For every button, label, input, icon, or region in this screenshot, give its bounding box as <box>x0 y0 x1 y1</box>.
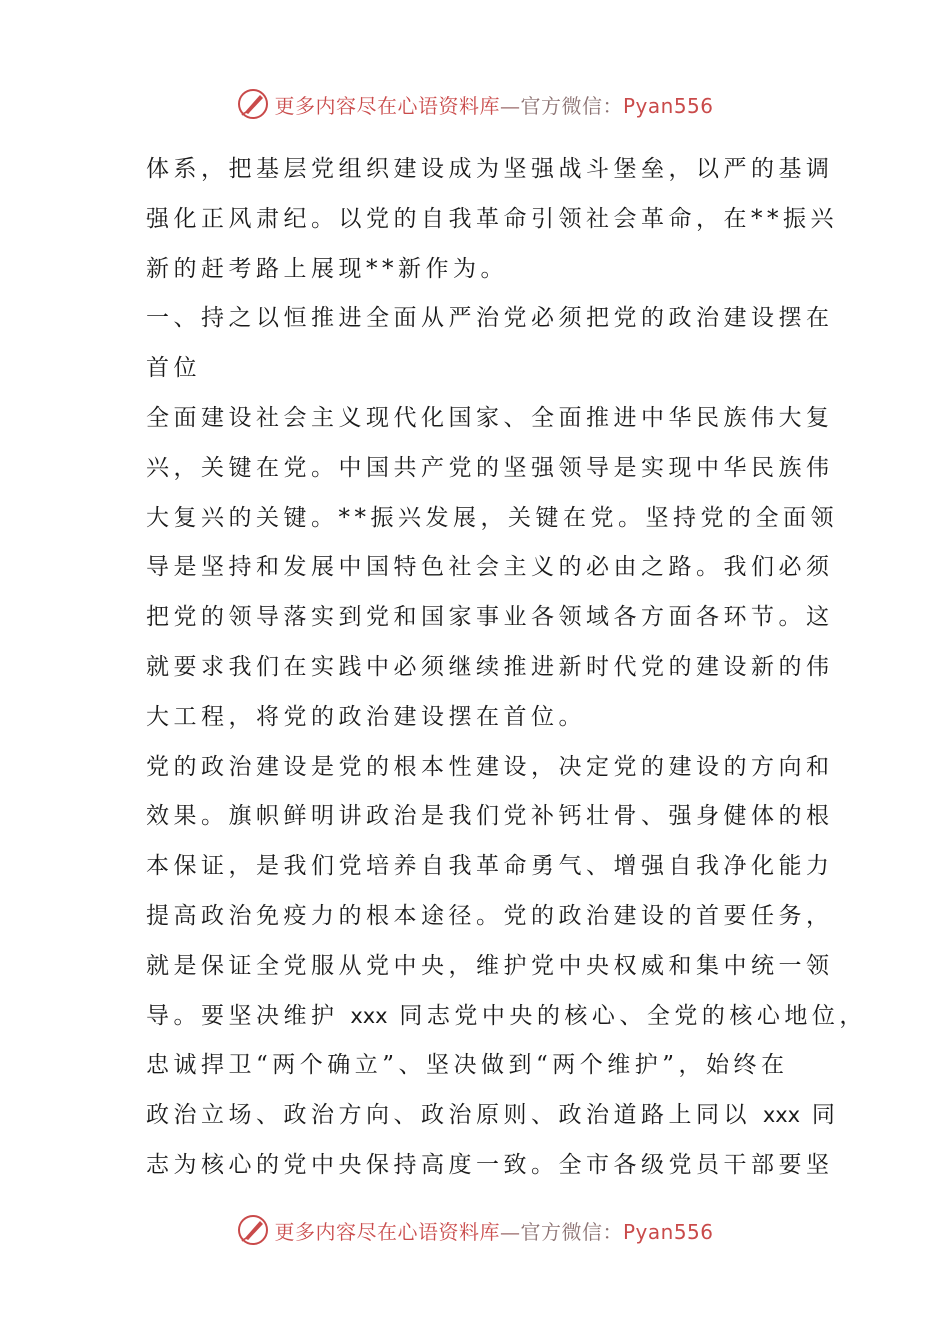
text-segment: 同 <box>800 1102 840 1129</box>
text-line: 就是保证全党服从党中央，维护党中央权威和集中统一领 <box>146 952 834 979</box>
watermark-wechat-id: Pyan556 <box>622 1219 714 1244</box>
text-line: 效果。旗帜鲜明讲政治是我们党补钙壮骨、强身健体的根 <box>146 803 834 830</box>
text-line: 一、持之以恒推进全面从严治党必须把党的政治建设摆在 <box>146 305 834 332</box>
text-line: 大工程，将党的政治建设摆在首位。 <box>146 703 586 730</box>
text-line: 提高政治免疫力的根本途径。党的政治建设的首要任务， <box>146 902 834 929</box>
watermark-wechat-label: 官方微信： <box>520 93 623 118</box>
watermark-wechat-id: Pyan556 <box>622 93 714 118</box>
text-line: 就要求我们在实践中必须继续推进新时代党的建设新的伟 <box>146 653 834 680</box>
text-line: 导是坚持和发展中国特色社会主义的必由之路。我们必须 <box>146 554 834 581</box>
text-line: 强化正风肃纪。以党的自我革命引领社会革命，在**振兴 <box>146 205 838 232</box>
watermark-wechat-label: 官方微信： <box>520 1219 623 1244</box>
text-line <box>146 1091 840 1141</box>
text-line: 党的政治建设是党的根本性建设，决定党的建设的方向和 <box>146 753 834 780</box>
text-line: 忠诚捍卫“两个确立”、坚决做到“两个维护”，始终在 <box>146 1052 789 1079</box>
text-line: 新的赶考路上展现**新作为。 <box>146 255 508 282</box>
watermark-main: 更多内容尽在心语资料库 <box>274 1219 500 1244</box>
placeholder-name: xxx <box>350 1003 388 1028</box>
text-segment: 同志党中央的核心、全党的核心地位， <box>387 1002 867 1029</box>
watermark-dash: — <box>499 93 521 118</box>
text-line: 首位 <box>146 355 201 382</box>
watermark-main: 更多内容尽在心语资料库 <box>274 93 500 118</box>
watermark-dash: — <box>499 1219 521 1244</box>
text-line: 把党的领导落实到党和国家事业各领域各方面各环节。这 <box>146 604 834 631</box>
quill-logo-icon <box>236 1213 270 1247</box>
text-segment: 政治立场、政治方向、政治原则、政治道路上同以 <box>146 1102 763 1129</box>
watermark-text <box>274 1216 713 1245</box>
placeholder-name: xxx <box>762 1103 801 1128</box>
text-line: 全面建设社会主义现代化国家、全面推进中华民族伟大复 <box>146 404 834 431</box>
quill-logo-icon <box>236 87 270 121</box>
text-line <box>146 992 867 1042</box>
text-line: 本保证，是我们党培养自我革命勇气、增强自我净化能力 <box>146 853 834 880</box>
text-segment: 导。要坚决维护 <box>146 1002 351 1029</box>
watermark-text <box>274 90 713 119</box>
text-line: 大复兴的关键。**振兴发展，关键在党。坚持党的全面领 <box>146 504 838 531</box>
footer-watermark <box>0 1210 950 1250</box>
document-body <box>146 145 867 1191</box>
text-line: 体系，把基层党组织建设成为坚强战斗堡垒，以严的基调 <box>146 156 834 182</box>
text-line: 志为核心的党中央保持高度一致。全市各级党员干部要坚 <box>146 1151 834 1178</box>
text-line: 兴，关键在党。中国共产党的坚强领导是实现中华民族伟 <box>146 454 834 481</box>
header-watermark <box>0 84 950 124</box>
